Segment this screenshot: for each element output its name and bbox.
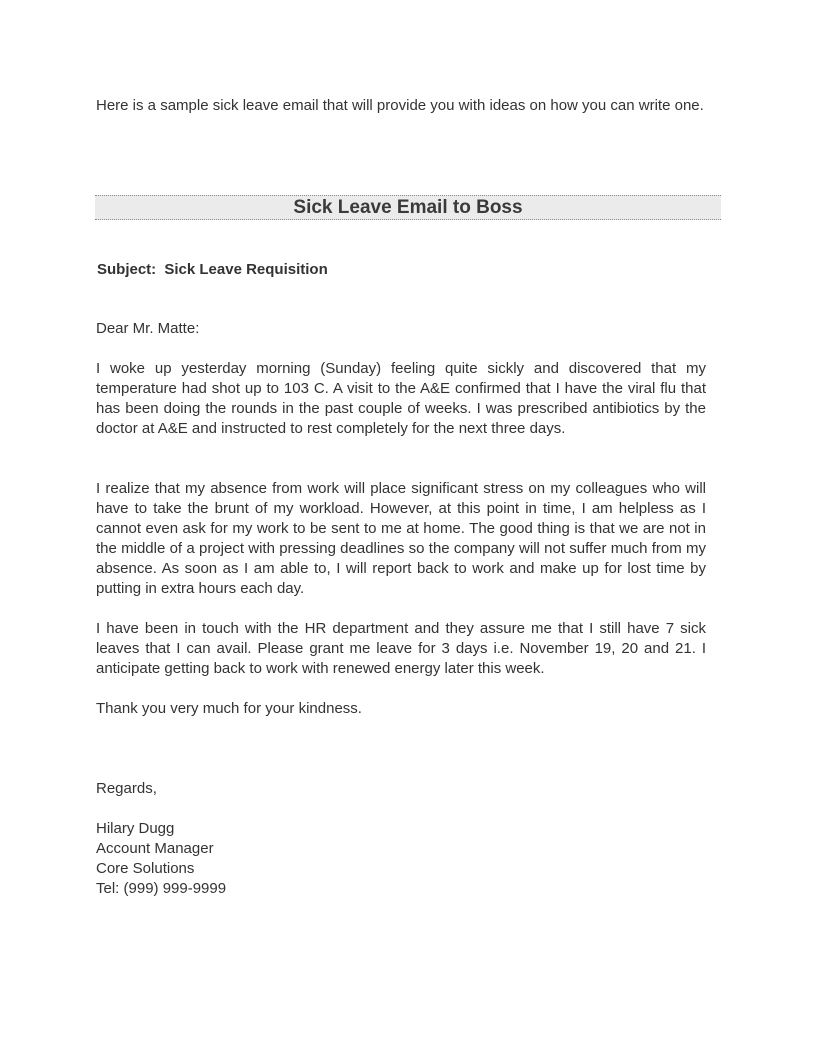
closing: Regards, [96, 780, 157, 797]
intro-text: Here is a sample sick leave email that will provide you with ideas on how you can write one. [96, 97, 704, 114]
signature-phone: Tel: (999) 999-9999 [96, 880, 227, 897]
thanks-line: Thank you very much for your kindness. [96, 700, 362, 717]
paragraph-symptoms: I woke up yesterday morning (Sunday) feeling quite sickly and discovered that my temperature had shot up to 103 C. A visit to the A&E confirmed that I have the viral flu that has been doing the rounds in the past couple of weeks. I was prescribed antibiotics by the doctor at A&E and instructed to rest completely for the next three days. [96, 360, 706, 437]
subject-line [97, 260, 328, 280]
document-title: Sick Leave Email to Boss [95, 195, 721, 220]
salutation: Dear Mr. Matte: [96, 320, 200, 337]
paragraph-leave-request: I have been in touch with the HR department and they assure me that I still have 7 sick leaves that I can avail. Please grant me leave for 3 days i.e. November 19, 20 and 21. I anticipate getting back to work with renewed energy later this week. [96, 620, 706, 677]
subject-label: Subject: [97, 261, 157, 278]
signature-title: Account Manager [96, 840, 214, 857]
subject-value: Sick Leave Requisition [164, 261, 328, 278]
paragraph-workload: I realize that my absence from work will place significant stress on my colleagues who will have to take the brunt of my workload. However, at this point in time, I am helpless as I cannot even ask for my work to be sent to me at home. The good thing is that we are not in the middle of a project with pressing deadlines so the company will not suffer much from my absence. As soon as I am able to, I will report back to work and make up for lost time by putting in extra hours each day. [96, 480, 706, 597]
signature-block [96, 819, 706, 899]
signature-name: Hilary Dugg [96, 820, 175, 837]
signature-company: Core Solutions [96, 860, 195, 877]
